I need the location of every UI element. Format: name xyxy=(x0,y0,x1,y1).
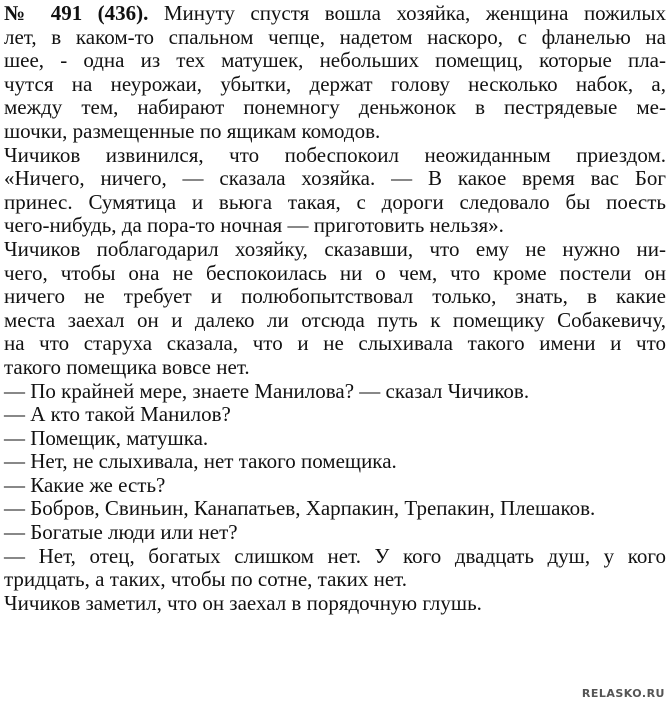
task-number: № 491 (436). xyxy=(4,1,149,25)
text-line-18: — А кто такой Манилов? xyxy=(4,402,231,427)
text-line-16: такого помещика вовсе нет. xyxy=(4,354,250,379)
text-line-22: — Бобров, Свиньин, Канапатьев, Харпакин, Трепакин, Плешаков. xyxy=(4,496,596,521)
site-watermark: RELASKO.RU xyxy=(581,687,665,700)
text-line-8: «Ничего, ничего, — сказала хозяйка. — В какое время вас Бог xyxy=(4,166,666,191)
text-line-3: шее, - одна из тех матушек, небольших помещиц, которые пла- xyxy=(4,48,666,73)
text-line-1-body: Минуту спустя вошла хозяйка, женщина пожилых xyxy=(148,1,666,25)
text-line-26: Чичиков заметил, что он заехал в порядочную глушь. xyxy=(4,590,482,615)
text-line-14: места заехал он и далеко ли отсюда путь к помещику Собакевичу, xyxy=(4,307,666,332)
text-line-15: на что старуха сказала, что и не слыхивала такого имени и что xyxy=(4,331,666,356)
text-line-2: лет, в каком-то спальном чепце, надетом наскоро, с фланелью на xyxy=(4,24,666,49)
text-line-5: между тем, набирают понемногу деньжонок в пестрядевые ме- xyxy=(4,95,666,120)
text-line-6: шочки, размещенные по ящикам комодов. xyxy=(4,118,381,143)
text-line-20: — Нет, не слыхивала, нет такого помещика. xyxy=(4,449,397,474)
text-line-21: — Какие же есть? xyxy=(4,472,166,497)
text-line-19: — Помещик, матушка. xyxy=(4,425,209,450)
text-line-1 xyxy=(4,2,666,26)
text-line-23: — Богатые люди или нет? xyxy=(4,520,238,545)
text-line-13: ничего не требует и полюбопытствовал только, знать, в какие xyxy=(4,284,666,309)
text-line-9: принес. Сумятица и вьюга такая, с дороги следовало бы поесть xyxy=(4,189,666,214)
text-line-11: Чичиков поблагодарил хозяйку, сказавши, что ему не нужно ни- xyxy=(4,236,666,261)
document-page xyxy=(4,2,666,615)
text-line-10: чего-нибудь, да пора-то ночная — приготовить нельзя». xyxy=(4,213,504,238)
text-line-12: чего, чтобы она не беспокоилась ни о чем, что кроме постели он xyxy=(4,260,666,285)
text-line-4: чутся на неурожаи, убытки, держат голову несколько набок, а, xyxy=(4,71,666,96)
text-line-17: — По крайней мере, знаете Манилова? — сказал Чичиков. xyxy=(4,378,530,403)
text-line-24: — Нет, отец, богатых слишком нет. У кого двадцать душ, у кого xyxy=(4,543,666,568)
text-line-7: Чичиков извинился, что побеспокоил неожиданным приездом. xyxy=(4,142,666,167)
text-line-25: тридцать, а таких, чтобы по сотне, таких нет. xyxy=(4,567,408,592)
